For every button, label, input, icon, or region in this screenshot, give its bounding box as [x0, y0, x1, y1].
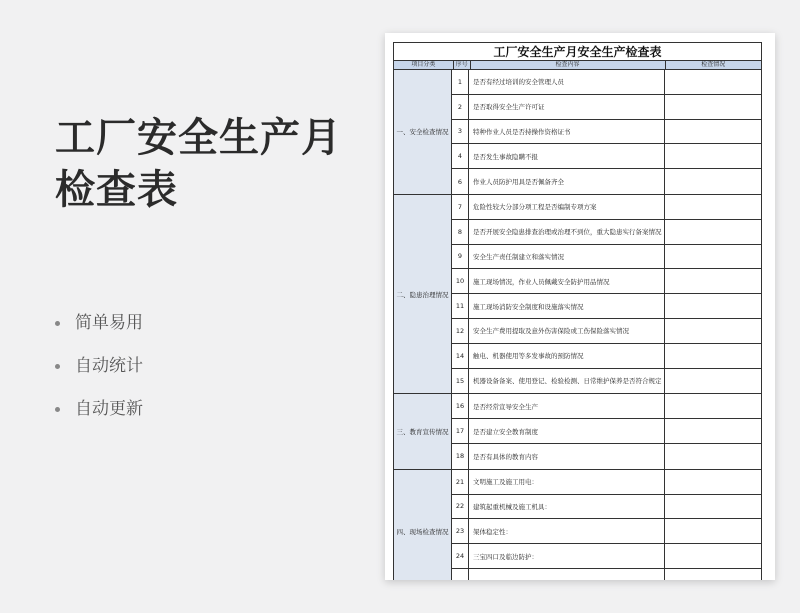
- row-content: 触电、机器使用等多发事故的预防情况: [469, 344, 665, 368]
- row-content: 作业人员防护用具是否佩备齐全: [469, 169, 665, 194]
- bullet-dot-icon: [55, 364, 60, 369]
- row-content: 特种作业人员是否持操作资格证书: [469, 120, 665, 144]
- row-content: 危险性较大分部分项工程是否编制专项方案: [469, 195, 665, 219]
- row-status-cell[interactable]: [665, 70, 761, 94]
- row-content: 是否发生事故隐瞒不报: [469, 144, 665, 168]
- table-row: [452, 144, 761, 169]
- row-status-cell[interactable]: [665, 569, 761, 580]
- row-status-cell[interactable]: [665, 444, 761, 469]
- row-number: 11: [452, 294, 469, 318]
- row-content: 机器设备备案、使用登记、检验检测、日常维护保养是否符合规定: [469, 369, 665, 394]
- table-row: [452, 169, 761, 194]
- row-content: 是否取得安全生产许可证: [469, 95, 665, 119]
- inspection-table: [393, 42, 762, 580]
- row-content: 安全生产费用提取及意外伤害保险或工伤保险落实情况: [469, 319, 665, 343]
- sheet-title: 工厂安全生产月安全生产检查表: [394, 43, 761, 61]
- table-row: [452, 495, 761, 520]
- table-row: [452, 419, 761, 444]
- bullet-dot-icon: [55, 321, 60, 326]
- row-number: 18: [452, 444, 469, 469]
- row-content: 安全生产责任制建立和落实情况: [469, 245, 665, 269]
- row-content: 架体稳定性：: [469, 519, 665, 543]
- row-number: 23: [452, 519, 469, 543]
- row-status-cell[interactable]: [665, 144, 761, 168]
- row-status-cell[interactable]: [665, 120, 761, 144]
- feature-label: 简单易用: [75, 313, 143, 333]
- row-number: 6: [452, 169, 469, 194]
- promo-title: 工厂安全生产月检查表: [55, 115, 342, 213]
- group-category-label: 四、现场检查情况: [394, 470, 452, 580]
- row-number: [452, 569, 469, 580]
- row-content: 三宝四口及临边防护：: [469, 544, 665, 568]
- group-category-label: 一、安全检查情况: [394, 70, 452, 194]
- table-row: [452, 319, 761, 344]
- row-content: [469, 569, 665, 580]
- table-row: [452, 95, 761, 120]
- row-number: 1: [452, 70, 469, 94]
- feature-label: 自动统计: [75, 356, 143, 376]
- column-header-status: 检查情况: [701, 61, 726, 68]
- row-status-cell[interactable]: [665, 195, 761, 219]
- feature-item: [55, 312, 143, 355]
- row-status-cell[interactable]: [665, 369, 761, 394]
- spreadsheet-preview: [385, 33, 775, 580]
- row-status-cell[interactable]: [665, 319, 761, 343]
- feature-item: [55, 398, 143, 441]
- table-row: [452, 294, 761, 319]
- row-number: 10: [452, 269, 469, 293]
- row-number: 14: [452, 344, 469, 368]
- row-status-cell[interactable]: [665, 519, 761, 543]
- table-row: [452, 195, 761, 220]
- row-number: 3: [452, 120, 469, 144]
- row-content: 是否有具体的教育内容: [469, 444, 665, 469]
- table-row: [452, 544, 761, 569]
- feature-label: 自动更新: [75, 399, 143, 419]
- table-row: [452, 220, 761, 245]
- table-row: [452, 470, 761, 495]
- column-header-content: 检查内容: [471, 61, 666, 69]
- table-row: [452, 369, 761, 394]
- table-row: [452, 569, 761, 580]
- row-content: 是否有经过培训的安全管理人员: [469, 70, 665, 94]
- bullet-dot-icon: [55, 407, 60, 412]
- table-row: [452, 519, 761, 544]
- table-group: [394, 70, 761, 195]
- table-row: [452, 444, 761, 469]
- row-number: 8: [452, 220, 469, 244]
- row-status-cell[interactable]: [665, 419, 761, 443]
- row-status-cell[interactable]: [665, 544, 761, 568]
- row-content: 文明施工及施工用电：: [469, 470, 665, 494]
- row-status-cell[interactable]: [665, 294, 761, 318]
- row-content: 施工现场情况，作业人员佩戴安全防护用品情况: [469, 269, 665, 293]
- row-status-cell[interactable]: [665, 269, 761, 293]
- row-number: 15: [452, 369, 469, 394]
- group-category-label: 三、教育宣传情况: [394, 394, 452, 468]
- row-content: 是否建立安全教育制度: [469, 419, 665, 443]
- row-status-cell[interactable]: [665, 245, 761, 269]
- row-content: 是否开展安全隐患排查治理或治理不到位，重大隐患实行备案情况: [469, 220, 665, 244]
- row-status-cell[interactable]: [665, 344, 761, 368]
- row-status-cell[interactable]: [665, 220, 761, 244]
- row-status-cell[interactable]: [665, 470, 761, 494]
- row-number: 4: [452, 144, 469, 168]
- table-row: [452, 120, 761, 145]
- feature-list: [55, 312, 143, 441]
- column-header-row: [394, 61, 761, 70]
- feature-item: [55, 355, 143, 398]
- table-row: [452, 245, 761, 270]
- row-status-cell[interactable]: [665, 169, 761, 194]
- table-row: [452, 344, 761, 369]
- row-content: 是否经常宣导安全生产: [469, 394, 665, 418]
- column-header-number: 序号: [454, 61, 471, 69]
- group-category-label: 二、隐患治理情况: [394, 195, 452, 393]
- table-body: [394, 70, 761, 580]
- row-status-cell[interactable]: [665, 394, 761, 418]
- table-row: [452, 269, 761, 294]
- row-status-cell[interactable]: [665, 95, 761, 119]
- table-group: [394, 195, 761, 394]
- table-row: [452, 394, 761, 419]
- row-content: 建筑起重机械及施工机具：: [469, 495, 665, 519]
- row-number: 7: [452, 195, 469, 219]
- column-header-category: 项目分类: [394, 61, 454, 69]
- row-number: 21: [452, 470, 469, 494]
- row-number: 9: [452, 245, 469, 269]
- row-number: 16: [452, 394, 469, 418]
- row-content: 施工现场消防安全制度和设施落实情况: [469, 294, 665, 318]
- row-number: 22: [452, 495, 469, 519]
- row-number: 12: [452, 319, 469, 343]
- row-number: 17: [452, 419, 469, 443]
- row-status-cell[interactable]: [665, 495, 761, 519]
- table-group: [394, 470, 761, 580]
- row-number: 24: [452, 544, 469, 568]
- table-group: [394, 394, 761, 469]
- table-row: [452, 70, 761, 95]
- row-number: 2: [452, 95, 469, 119]
